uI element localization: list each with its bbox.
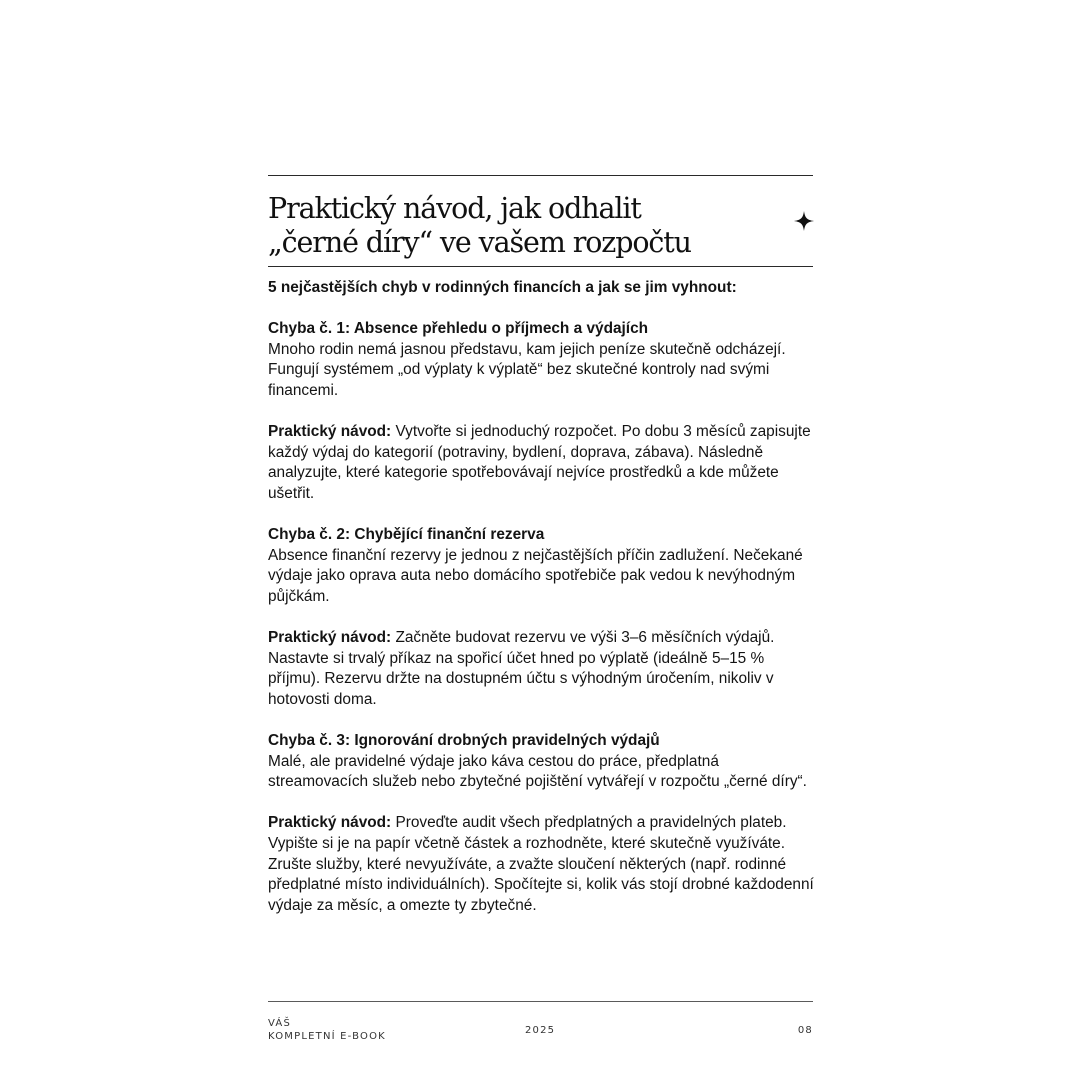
page-title-line-2: „černé díry“ ve vašem rozpočtu (268, 226, 691, 259)
ebook-page (268, 0, 813, 1080)
section-description: Malé, ale pravidelné výdaje jako káva cestou do práce, předplatná streamovacích služeb nebo zbytečné pojištění vytvářejí v rozpočtu „černé díry“. (268, 752, 807, 791)
top-divider (268, 175, 813, 176)
footer-year: 2025 (525, 1025, 556, 1036)
four-point-star-icon (794, 211, 814, 231)
page-number: 08 (797, 1025, 813, 1036)
page-title-line-1: Praktický návod, jak odhalit (268, 192, 641, 225)
section-3 (268, 731, 818, 916)
footer-book-label (268, 1018, 386, 1043)
article-subtitle: 5 nejčastějších chyb v rodinných financích a jak se jim vyhnout: (268, 279, 737, 296)
tip-text: Proveďte audit všech předplatných a pravidelných plateb. Vypište si je na papír včetně částek a rozhodněte, které skutečně využíváte. Zrušte služby, které nevyužíváte, a zvažte sloučení některých (např. rodinné předplatné místo individuálních). Spočítejte si, kolik vás stojí drobné každodenní výdaje za měsíc, a omezte ty zbytečné. (268, 814, 814, 914)
section-2 (268, 525, 818, 710)
footer-label-line-1: VÁŠ (268, 1018, 291, 1029)
page-title (268, 192, 778, 260)
section-heading: Chyba č. 2: Chybějící finanční rezerva (268, 526, 545, 544)
section-description: Absence finanční rezervy je jednou z nejčastějších příčin zadlužení. Nečekané výdaje jako oprava auta nebo domácího spotřebiče pak vedou k nevýhodným půjčkám. (268, 546, 803, 605)
tip-label: Praktický návod: (268, 814, 392, 832)
section-tip (268, 628, 818, 710)
tip-label: Praktický návod: (268, 629, 392, 647)
section-1 (268, 319, 818, 504)
tip-text: Začněte budovat rezervu ve výši 3–6 měsíčních výdajů. Nastavte si trvalý příkaz na spořicí účet hned po výplatě (ideálně 5–15 % příjmu). Rezervu držte na dostupném účtu s výhodným úročením, nikoliv v hotovosti doma. (268, 629, 775, 708)
tip-text: Vytvořte si jednoduchý rozpočet. Po dobu 3 měsíců zapisujte každý výdaj do kategorií (potraviny, bydlení, doprava, zábava). Následně analyzujte, které kategorie spotřebovávají nejvíce prostředků a kde můžete ušetřit. (268, 423, 811, 502)
section-tip (268, 422, 818, 504)
section-tip (268, 813, 818, 916)
tip-label: Praktický návod: (268, 423, 392, 441)
footer-divider (268, 1001, 813, 1002)
article-body (268, 278, 818, 937)
section-heading: Chyba č. 3: Ignorování drobných pravidelných výdajů (268, 732, 660, 750)
title-divider (268, 266, 813, 267)
footer-label-line-2: KOMPLETNÍ E-BOOK (268, 1030, 386, 1042)
section-description: Mnoho rodin nemá jasnou představu, kam jejich peníze skutečně odcházejí. Fungují systémem „od výplaty k výplatě“ bez skutečné kontroly nad svými financemi. (268, 340, 786, 399)
section-heading: Chyba č. 1: Absence přehledu o příjmech a výdajích (268, 320, 649, 338)
